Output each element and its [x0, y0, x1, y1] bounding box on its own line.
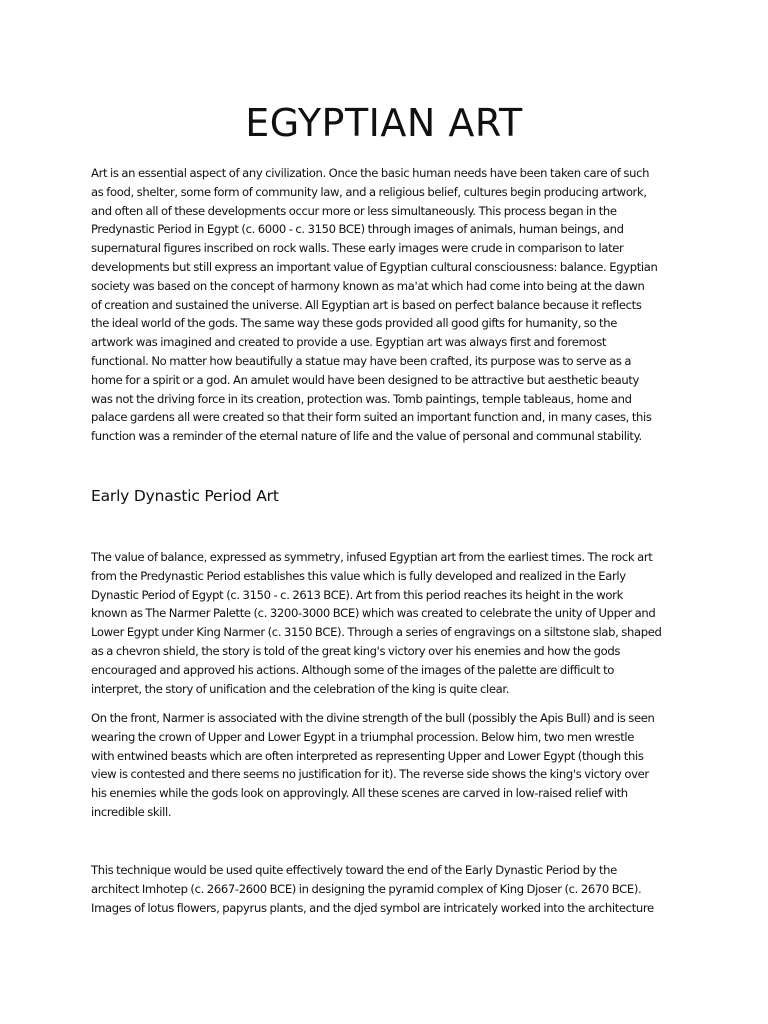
paragraph-line: architect Imhotep (c. 2667-2600 BCE) in designing the pyramid complex of King Djoser (c. 2670 BCE). [91, 881, 642, 896]
paragraph-line: society was based on the concept of harmony known as ma'at which had come into being at the dawn [91, 278, 645, 293]
paragraph-line: The value of balance, expressed as symmetry, infused Egyptian art from the earliest times. The rock art [91, 550, 653, 564]
palette-front-paragraph [91, 709, 687, 822]
paragraph-line: of creation and sustained the universe. All Egyptian art is based on perfect balance because it reflects [91, 297, 642, 312]
narmer-palette-paragraph [91, 548, 687, 698]
paragraph-line: known as The Narmer Palette (c. 3200-3000 BCE) which was created to celebrate the unity of Upper and [91, 606, 656, 621]
paragraph-line: artwork was imagined and created to provide a use. Egyptian art was always first and foremost [91, 335, 607, 350]
paragraph-line: home for a spirit or a god. An amulet would have been designed to be attractive but aesthetic beauty [91, 372, 640, 387]
paragraph-line: Dynastic Period of Egypt (c. 3150 - c. 2613 BCE). Art from this period reaches its height in the work [91, 587, 623, 602]
paragraph-line: as a chevron shield, the story is told of the great king's victory over his enemies and how the gods [91, 643, 621, 658]
paragraph-line: functional. No matter how beautifully a statue may have been crafted, its purpose was to serve as a [91, 353, 632, 368]
imhotep-paragraph [91, 861, 687, 917]
paragraph-line: incredible skill. [91, 804, 172, 819]
paragraph-line: his enemies while the gods look on approvingly. All these scenes are carved in low-raised relief with [91, 786, 628, 801]
paragraph-line: Images of lotus flowers, papyrus plants, and the djed symbol are intricately worked into the architecture [91, 900, 654, 915]
paragraph-line: from the Predynastic Period establishes this value which is fully developed and realized in the Early [91, 568, 626, 583]
paragraph-line: interpret, the story of unification and the celebration of the king is quite clear. [91, 681, 510, 696]
paragraph-line: encouraged and approved his actions. Although some of the images of the palette are difficult to [91, 662, 615, 677]
paragraph-line: Predynastic Period in Egypt (c. 6000 - c. 3150 BCE) through images of animals, human beings, and [91, 222, 624, 237]
paragraph-line: Lower Egypt under King Narmer (c. 3150 BCE). Through a series of engravings on a siltstone slab, shaped [91, 625, 662, 640]
paragraph-line: supernatural figures inscribed on rock walls. These early images were crude in comparison to later [91, 241, 624, 256]
paragraph-line: wearing the crown of Upper and Lower Egypt in a triumphal procession. Below him, two men wrestle [91, 729, 635, 744]
paragraph-line: palace gardens all were created so that their form suited an important function and, in many cases, this [91, 410, 652, 425]
intro-paragraph [91, 164, 687, 446]
paragraph-line: On the front, Narmer is associated with the divine strength of the bull (possibly the Apis Bull) and is seen [91, 711, 655, 725]
paragraph-line: as food, shelter, some form of community law, and a religious belief, cultures begin producing artwork, [91, 184, 647, 199]
paragraph-line: view is contested and there seems no justification for it). The reverse side shows the king's victory over [91, 767, 649, 782]
section-heading: Early Dynastic Period Art [91, 487, 279, 505]
document-title: EGYPTIAN ART [245, 101, 523, 145]
paragraph-line: was not the driving force in its creation, protection was. Tomb paintings, temple tableaus, home and [91, 391, 632, 406]
paragraph-line: and often all of these developments occur more or less simultaneously. This process began in the [91, 203, 617, 218]
paragraph-line: function was a reminder of the eternal nature of life and the value of personal and communal stability. [91, 429, 642, 444]
paragraph-line: Art is an essential aspect of any civilization. Once the basic human needs have been taken care of such [91, 166, 650, 180]
paragraph-line: This technique would be used quite effectively toward the end of the Early Dynastic Period by the [91, 863, 617, 877]
paragraph-line: the ideal world of the gods. The same way these gods provided all good gifts for humanity, so the [91, 316, 617, 331]
paragraph-line: developments but still express an important value of Egyptian cultural consciousness: balance. Egyptian [91, 259, 658, 274]
paragraph-line: with entwined beasts which are often interpreted as representing Upper and Lower Egypt (though this [91, 748, 644, 763]
